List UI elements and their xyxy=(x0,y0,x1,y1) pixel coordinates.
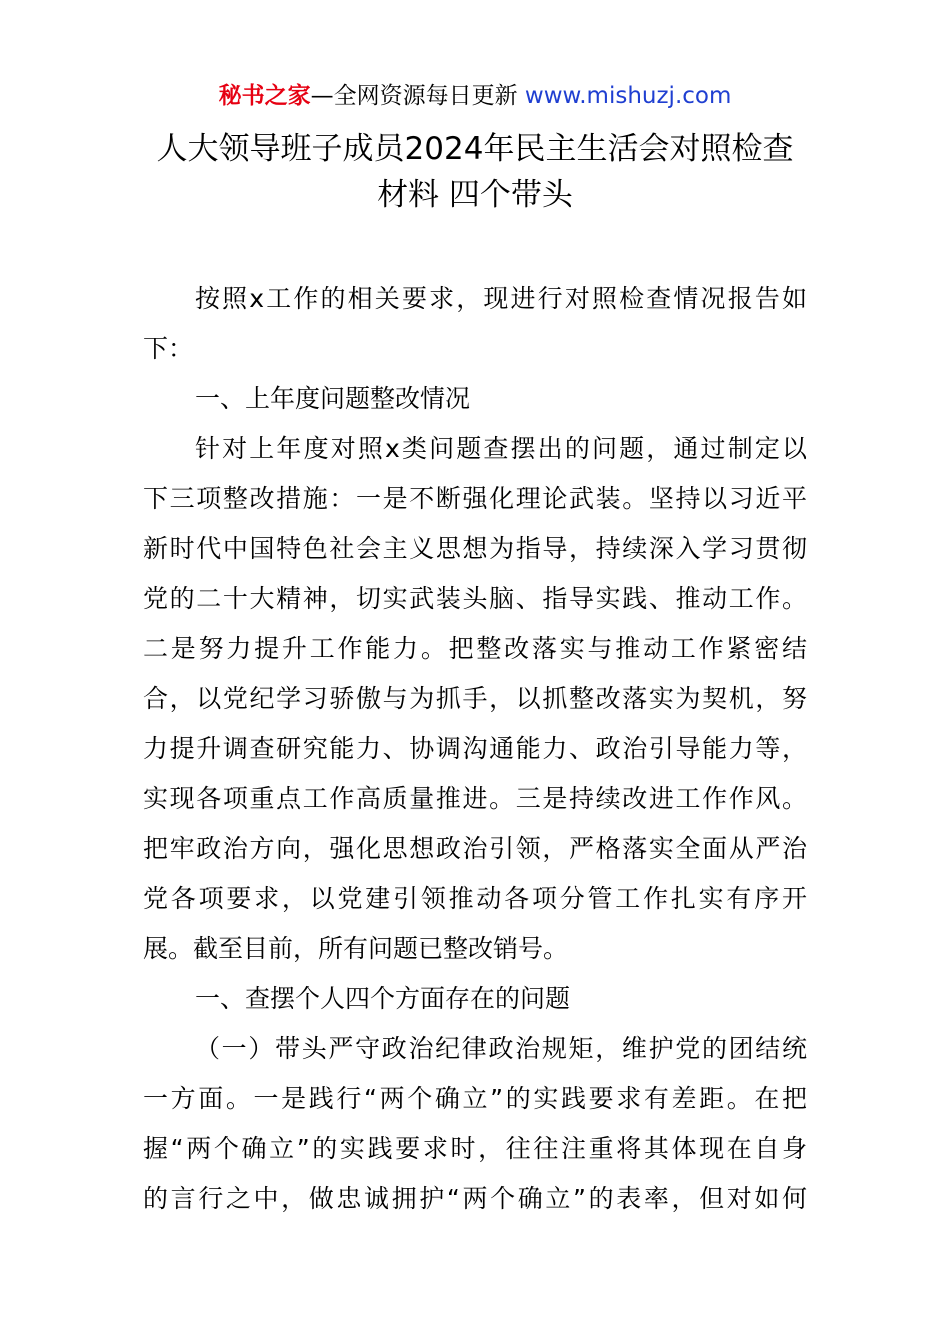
body-line: 一方面。一是践行“两个确立”的实践要求有差距。在把 xyxy=(143,1084,807,1113)
site-slogan: —全网资源每日更新 xyxy=(310,83,518,109)
body-line: 党各项要求，以党建引领推动各项分管工作扎实有序开 xyxy=(143,884,807,913)
body-line: 新时代中国特色社会主义思想为指导，持续深入学习贯彻 xyxy=(143,534,807,563)
body-line: （一）带头严守政治纪律政治规矩，维护党的团结统 xyxy=(195,1034,807,1063)
body-line: 针对上年度对照x类问题查摆出的问题，通过制定以 xyxy=(195,434,807,463)
body-line: 下三项整改措施：一是不断强化理论武装。坚持以习近平 xyxy=(143,484,807,513)
body-line: 按照x工作的相关要求，现进行对照检查情况报告如 xyxy=(195,284,807,313)
site-url-link[interactable]: www.mishuzj.com xyxy=(524,83,732,109)
body-line: 把牢政治方向，强化思想政治引领，严格落实全面从严治 xyxy=(143,834,807,863)
body-line: 握“两个确立”的实践要求时，往往注重将其体现在自身 xyxy=(143,1134,807,1163)
body-line: 合，以党纪学习骄傲与为抓手，以抓整改落实为契机，努 xyxy=(143,684,807,713)
body-line: 展。截至目前，所有问题已整改销号。 xyxy=(143,934,569,963)
body-line: 实现各项重点工作高质量推进。三是持续改进工作作风。 xyxy=(143,784,807,813)
body-line: 力提升调查研究能力、协调沟通能力、政治引导能力等， xyxy=(143,734,807,763)
section-heading: 一、上年度问题整改情况 xyxy=(195,384,471,413)
body-line: 下： xyxy=(143,334,194,363)
section-heading: 一、查摆个人四个方面存在的问题 xyxy=(195,984,571,1013)
body-line: 党的二十大精神，切实武装头脑、指导实践、推动工作。 xyxy=(143,584,807,613)
document-body xyxy=(143,274,807,1224)
site-header xyxy=(0,80,950,112)
document-title xyxy=(120,126,830,218)
body-line: 二是努力提升工作能力。把整改落实与推动工作紧密结 xyxy=(143,634,807,663)
title-line-1: 人大领导班子成员2024年民主生活会对照检查 xyxy=(156,131,794,167)
title-line-2: 材料 四个带头 xyxy=(377,177,573,213)
site-brand: 秘书之家 xyxy=(218,83,311,109)
body-line: 的言行之中，做忠诚拥护“两个确立”的表率，但对如何 xyxy=(143,1184,807,1213)
